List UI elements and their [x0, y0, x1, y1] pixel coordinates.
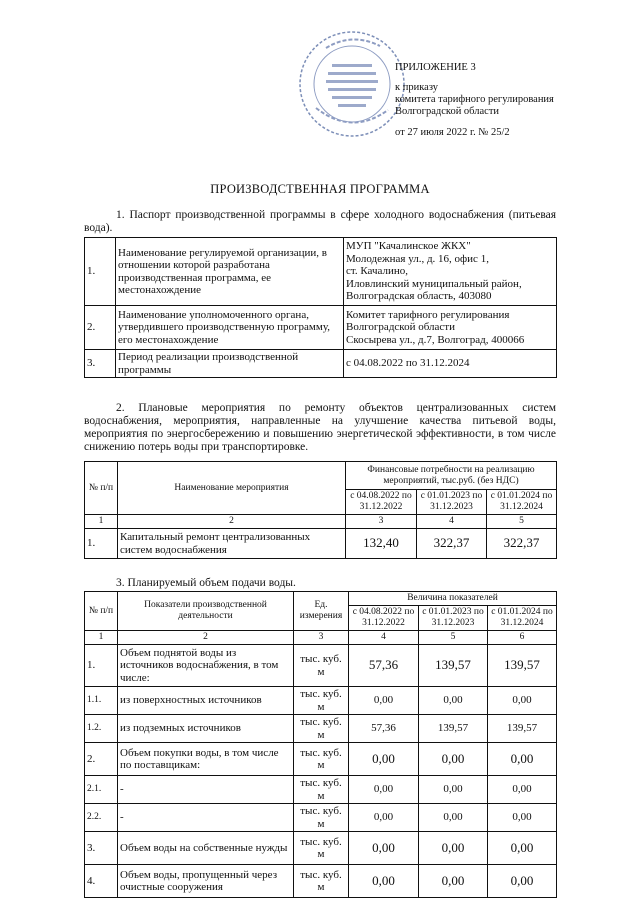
period-header: с 01.01.2024 по 31.12.2024 — [487, 490, 557, 515]
value-line: Молодежная ул., д. 16, офис 1, — [346, 252, 489, 265]
index-row — [85, 631, 557, 645]
value-cell: 0,00 — [419, 804, 488, 832]
index-cell: 1 — [85, 631, 118, 645]
index-cell: 6 — [488, 631, 557, 645]
index-cell: 5 — [487, 515, 557, 529]
value-cell: 139,57 — [419, 645, 488, 687]
period-header: с 01.01.2024 по 31.12.2024 — [488, 606, 557, 631]
row-number: 4. — [85, 865, 118, 898]
index-cell: 3 — [294, 631, 349, 645]
row-name: Капитальный ремонт централизованных систем водоснабжения — [118, 529, 346, 559]
section1-heading: 1. Паспорт производственной программы в сфере холодного водоснабжения (питьевая вода). — [84, 209, 556, 234]
row-number: 1. — [85, 645, 118, 687]
value-cell: 57,36 — [349, 715, 419, 743]
appendix-line: комитета тарифного регулирования — [395, 94, 554, 105]
row-label: Период реализации производственной программы — [116, 350, 344, 378]
value-line: ст. Качалино, — [346, 265, 409, 278]
index-cell: 4 — [349, 631, 419, 645]
row-number: 2.2. — [85, 804, 118, 832]
table-header-row — [85, 592, 557, 606]
value-line: Иловлинский муниципальный район, — [346, 277, 522, 290]
value-cell: 0,00 — [349, 865, 419, 898]
unit-cell: тыс. куб. м — [294, 743, 349, 776]
appendix-title: ПРИЛОЖЕНИЕ 3 — [395, 62, 476, 73]
value-cell: 0,00 — [349, 687, 419, 715]
table-header-row — [85, 462, 557, 490]
period-header: с 01.01.2023 по 31.12.2023 — [417, 490, 487, 515]
col-unit-header: Ед. измерения — [294, 592, 349, 631]
row-number: 1.2. — [85, 715, 118, 743]
value-cell: 0,00 — [488, 776, 557, 804]
unit-cell: тыс. куб. м — [294, 776, 349, 804]
row-label: Наименование регулируемой организации, в отношении которой разработана производственная программа, ее местонахождение — [116, 238, 344, 306]
value-cell: 57,36 — [349, 645, 419, 687]
value-cell: 0,00 — [349, 832, 419, 865]
period-header: с 01.01.2023 по 31.12.2023 — [419, 606, 488, 631]
value-line: Волгоградская область, 403080 — [346, 290, 492, 303]
value-cell: 0,00 — [488, 743, 557, 776]
row-name: - — [118, 776, 294, 804]
index-cell: 1 — [85, 515, 118, 529]
index-row — [85, 515, 557, 529]
value-cell: 0,00 — [349, 743, 419, 776]
value-cell: 0,00 — [488, 687, 557, 715]
table-row — [85, 832, 557, 865]
row-name: - — [118, 804, 294, 832]
row-value — [344, 306, 557, 350]
unit-cell: тыс. куб. м — [294, 804, 349, 832]
row-number: 2.1. — [85, 776, 118, 804]
official-seal — [296, 28, 408, 140]
col-name-header: Наименование мероприятия — [118, 462, 346, 515]
index-cell: 2 — [118, 631, 294, 645]
value-cell: 0,00 — [349, 776, 419, 804]
passport-table — [84, 237, 557, 378]
value-line: Волгоградской области — [346, 321, 455, 334]
index-cell: 2 — [118, 515, 346, 529]
index-cell: 3 — [346, 515, 417, 529]
unit-cell: тыс. куб. м — [294, 687, 349, 715]
col-number-header: № п/п — [85, 592, 118, 631]
row-name: Объем покупки воды, в том числе по поставщикам: — [118, 743, 294, 776]
value-line: МУП "Качалинское ЖКХ" — [346, 240, 471, 253]
value-cell: 139,57 — [488, 715, 557, 743]
row-number: 1. — [85, 238, 116, 306]
value-cell: 0,00 — [419, 865, 488, 898]
value-cell: 0,00 — [419, 832, 488, 865]
row-label: Наименование уполномоченного органа, утвердившего производственную программу, его местонахождение — [116, 306, 344, 350]
index-cell: 5 — [419, 631, 488, 645]
appendix-line: к приказу — [395, 82, 438, 93]
index-cell: 4 — [417, 515, 487, 529]
row-number: 2. — [85, 743, 118, 776]
period-header: с 04.08.2022 по 31.12.2022 — [349, 606, 419, 631]
appendix-block — [395, 62, 635, 139]
col-finance-header: Финансовые потребности на реализацию мероприятий, тыс.руб. (без НДС) — [346, 462, 557, 490]
section3-heading: 3. Планируемый объем подачи воды. — [116, 577, 296, 589]
value-cell: 322,37 — [487, 529, 557, 559]
value-cell: 322,37 — [417, 529, 487, 559]
unit-cell: тыс. куб. м — [294, 832, 349, 865]
value-line: Комитет тарифного регулирования — [346, 308, 510, 321]
row-name: из подземных источников — [118, 715, 294, 743]
value-cell: 139,57 — [419, 715, 488, 743]
row-name: Объем воды на собственные нужды — [118, 832, 294, 865]
col-number-header: № п/п — [85, 462, 118, 515]
value-cell: 0,00 — [488, 832, 557, 865]
section2-heading: 2. Плановые мероприятия по ремонту объектов централизованных систем водоснабжения, мероприятия, направленные на улучшение качества питьевой воды, мероприятия по энергосбережению и повышению энергетической эффективности, в том числе снижению потерь воды при транспортировке. — [84, 402, 556, 453]
table-row — [85, 804, 557, 832]
row-name: Объем поднятой воды из источников водоснабжения, в том числе: — [118, 645, 294, 687]
value-cell: 0,00 — [419, 743, 488, 776]
row-number: 2. — [85, 306, 116, 350]
measures-table — [84, 461, 557, 559]
value-cell: 0,00 — [488, 804, 557, 832]
table-row — [85, 238, 557, 306]
value-cell: 0,00 — [488, 865, 557, 898]
unit-cell: тыс. куб. м — [294, 715, 349, 743]
col-name-header: Показатели производственной деятельности — [118, 592, 294, 631]
table-row — [85, 776, 557, 804]
table-row — [85, 715, 557, 743]
value-line: Скосырева ул., д.7, Волгоград, 400066 — [346, 333, 525, 346]
table-row — [85, 687, 557, 715]
table-row — [85, 529, 557, 559]
table-row — [85, 350, 557, 378]
value-cell: 0,00 — [419, 776, 488, 804]
table-row — [85, 743, 557, 776]
row-name: из поверхностных источников — [118, 687, 294, 715]
value-line: с 04.08.2022 по 31.12.2024 — [346, 357, 470, 370]
value-cell: 0,00 — [349, 804, 419, 832]
appendix-line: Волгоградской области — [395, 106, 500, 117]
table-row — [85, 865, 557, 898]
col-value-header: Величина показателей — [349, 592, 557, 606]
row-value — [344, 350, 557, 378]
value-cell: 139,57 — [488, 645, 557, 687]
value-cell: 0,00 — [419, 687, 488, 715]
row-value — [344, 238, 557, 306]
row-name: Объем воды, пропущенный через очистные сооружения — [118, 865, 294, 898]
row-number: 3. — [85, 350, 116, 378]
appendix-date: от 27 июля 2022 г. № 25/2 — [395, 127, 510, 138]
value-cell: 132,40 — [346, 529, 417, 559]
unit-cell: тыс. куб. м — [294, 865, 349, 898]
unit-cell: тыс. куб. м — [294, 645, 349, 687]
table-row — [85, 306, 557, 350]
page-title: ПРОИЗВОДСТВЕННАЯ ПРОГРАММА — [210, 182, 430, 196]
period-header: с 04.08.2022 по 31.12.2022 — [346, 490, 417, 515]
row-number: 3. — [85, 832, 118, 865]
row-number: 1.1. — [85, 687, 118, 715]
volume-table — [84, 591, 557, 898]
table-row — [85, 645, 557, 687]
row-number: 1. — [85, 529, 118, 559]
